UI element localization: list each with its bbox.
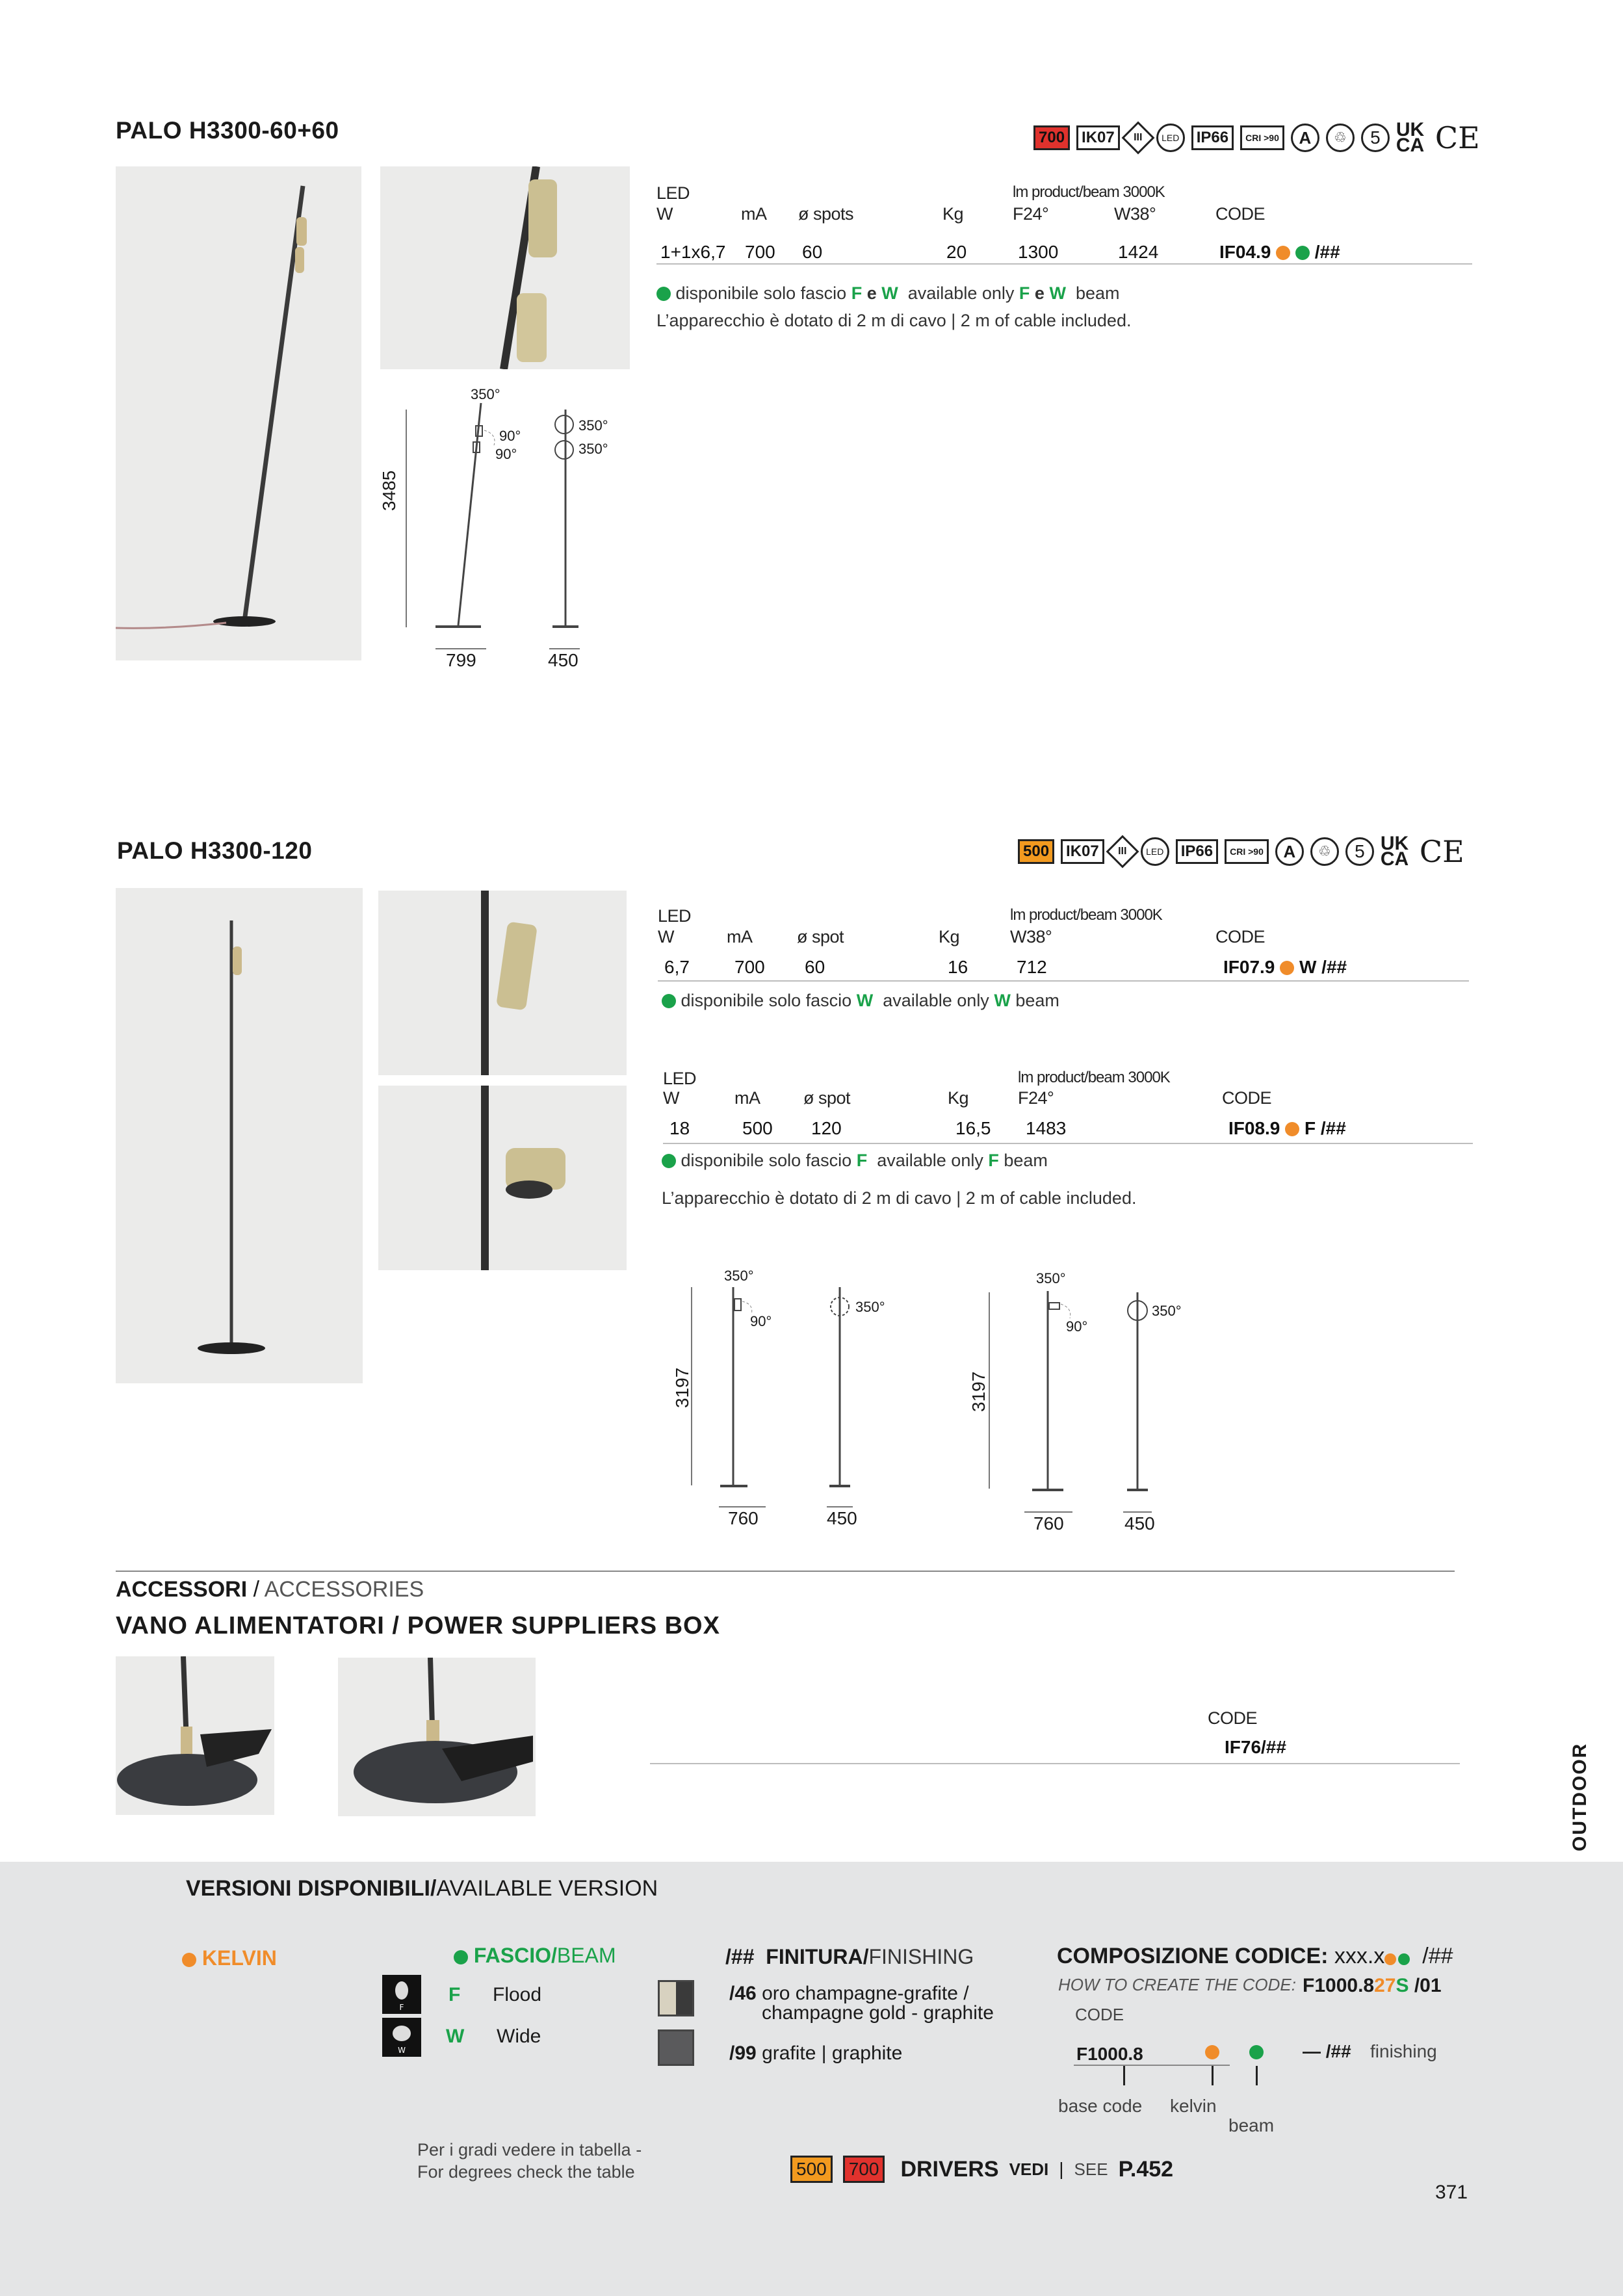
product-photo-spot-60 [378,891,627,1075]
table-rule [658,980,1469,982]
pointer-line [1123,2066,1125,2085]
table-rule [656,263,1472,265]
finish-item: /46 oro champagne-grafite / champagne gold - graphite [729,1983,994,2024]
beam-note: disponibile solo fascio W available only W beam [662,991,1059,1011]
col-code: CODE [1215,204,1266,224]
kelvin-dot-icon [1285,1122,1299,1136]
cell-kg: 20 [946,242,967,262]
table-rule [663,1143,1473,1144]
class-iii-icon: III [1121,122,1154,155]
product-photo-floor-lamp [116,166,361,660]
base-dimension: 450 [548,650,578,670]
height-dimension: 3197 [968,1371,989,1412]
base-dimension: 450 [827,1508,857,1528]
cell-f24: 1300 [1018,242,1059,262]
product-code: IF04.9 /## [1219,242,1340,262]
how-to-label: HOW TO CREATE THE CODE: [1058,1975,1296,1994]
no-cover-icon: A [1275,837,1304,866]
kelvin-item [198,2061,240,2087]
section2-certifications [1018,835,1464,868]
col-ma: mA [734,1088,760,1108]
ukca-icon: UK CA [1380,833,1409,870]
warranty-5-icon: 5 [1345,837,1374,866]
ik07-icon: IK07 [1061,839,1104,864]
angle-label: 90° [750,1313,772,1329]
col-led: LED [658,906,692,926]
kelvin-dot-icon [1384,1953,1396,1965]
outdoor-side-label: OUTDOOR [1569,1742,1591,1851]
col-f24: F24° [1013,204,1049,224]
pointer-line [1212,2066,1214,2085]
page-number: 371 [1435,2182,1468,2203]
section1-title: PALO H3300-60+60 [116,117,339,144]
cell-kg: 16 [948,957,968,977]
degrees-note: Per i gradi vedere in tabella - For degrees check the table [417,2140,642,2182]
accessories-rule [116,1571,1455,1572]
recycle-icon: ♲ [1310,837,1339,866]
kelvin-item [198,2009,240,2035]
class-iii-icon: III [1106,835,1139,868]
cell-ma: 700 [745,242,775,262]
col-w: W [663,1088,679,1108]
col-f24: F24° [1018,1088,1054,1108]
product-code: IF07.9 W /## [1223,957,1347,977]
col-lm: lm product/beam 3000K [1010,906,1162,924]
accessory-photo-2 [338,1658,536,1816]
recycle-icon: ♲ [1326,124,1355,152]
driver-500-badge: 500 [1018,839,1054,864]
angle-label: 350° [855,1299,885,1315]
cell-spot: 120 [811,1118,842,1138]
beam-label: beam [1228,2115,1275,2135]
driver-500-badge: 500 [790,2156,833,2183]
col-spot: ø spot [797,927,844,946]
example-code: F1000.827S /01 [1303,1975,1442,1996]
ce-icon: CE [1435,120,1480,155]
product-code: IF08.9 F /## [1228,1118,1346,1138]
cell-ma: 500 [742,1118,773,1138]
vedi-label: VEDI [1009,2159,1049,2179]
ip66-icon: IP66 [1176,839,1218,864]
page-reference: P.452 [1118,2156,1174,2182]
beam-letter: F [448,1984,461,2005]
base-dimension: 450 [1124,1513,1155,1533]
finish-swatch-graphite [658,2029,694,2066]
driver-700-badge: 700 [843,2156,885,2183]
kelvin-dot-icon [1205,2045,1219,2059]
code-rule [1074,2065,1230,2066]
kelvin-list [198,1983,240,2087]
angle-label: 350° [578,417,608,434]
accessory-photo-1 [116,1656,274,1815]
cell-kg: 16,5 [955,1118,991,1138]
driver-700-badge: 700 [1033,125,1070,150]
section2-title: PALO H3300-120 [117,837,313,864]
beam-dot-icon [1249,2045,1264,2059]
beam-dot-icon [454,1950,468,1964]
col-w38: W38° [1010,927,1052,946]
kelvin-label: kelvin [1170,2096,1217,2116]
product-photo-spots-detail [380,166,630,369]
col-code: CODE [1222,1088,1272,1108]
beam-dot-icon [1398,1953,1410,1965]
see-label: SEE [1074,2159,1108,2179]
cable-note: L’apparecchio è dotato di 2 m di cavo | 2 m of cable included. [662,1188,1137,1208]
angle-label: 90° [1066,1318,1088,1335]
col-w38: W38° [1114,204,1156,224]
versions-title: VERSIONI DISPONIBILI/AVAILABLE VERSION [186,1876,658,1901]
beam-letter: W [446,2026,465,2047]
cell-w: 6,7 [664,957,690,977]
ce-icon: CE [1419,834,1464,869]
col-w: W [658,927,674,946]
table-rule [650,1763,1460,1764]
finish-item: /99 grafite | graphite [729,2042,903,2064]
cell-w38: 1424 [1118,242,1159,262]
beam-dot-icon [662,994,676,1008]
beam-title: FASCIO/BEAM [454,1944,616,1968]
cell-w: 18 [669,1118,690,1138]
height-dimension: 3485 [379,470,399,511]
warranty-5-icon: 5 [1361,124,1390,152]
cell-spot: 60 [805,957,825,977]
base-dimension: 799 [446,650,476,670]
accessories-label: ACCESSORI / ACCESSORIES [116,1577,424,1602]
angle-label: 350° [724,1268,754,1284]
beam-name: Wide [497,2026,541,2047]
drivers-label: DRIVERS [900,2156,999,2182]
col-lm: lm product/beam 3000K [1013,183,1165,201]
col-kg: Kg [948,1088,969,1108]
angle-label: 350° [1152,1303,1182,1319]
drivers-reference: 500 700 DRIVERS VEDI | SEE P.452 [790,2156,1173,2183]
col-kg: Kg [939,927,960,946]
no-cover-icon: A [1291,124,1319,152]
finishing-title: /## FINITURA/FINISHING [725,1945,974,1968]
col-lm: lm product/beam 3000K [1018,1069,1170,1086]
beam-dot-icon [656,287,671,301]
height-dimension: 3197 [672,1367,692,1408]
kelvin-dot-icon [182,1953,196,1967]
beam-dot-icon [1295,246,1310,260]
cell-ma: 700 [734,957,765,977]
kelvin-title: KELVIN [182,1946,277,1970]
code-composition-title: COMPOSIZIONE CODICE: xxx.x /## [1057,1944,1453,1968]
kelvin-item [198,1983,240,2009]
wide-beam-icon [382,2018,421,2057]
led-icon: LED [1141,837,1169,866]
base-code-label: base code [1058,2096,1143,2116]
flood-beam-icon [382,1975,421,2014]
base-dimension: 760 [728,1508,759,1528]
col-kg: Kg [942,204,964,224]
cell-lm: 1483 [1026,1118,1067,1138]
kelvin-dot-icon [1280,961,1294,975]
col-code: CODE [1208,1708,1258,1728]
cri-icon: CRI >90 [1225,839,1269,864]
col-led: LED [663,1069,697,1088]
col-spot: ø spot [803,1088,851,1108]
cable-note: L’apparecchio è dotato di 2 m di cavo | 2 m of cable included. [656,311,1132,330]
col-ma: mA [727,927,753,946]
kelvin-dot-icon [1276,246,1290,260]
cell-spots: 60 [802,242,823,262]
section1-certifications [1033,121,1480,155]
beam-name: Flood [493,1984,542,2005]
cell-w: 1+1x6,7 [660,242,726,262]
cell-lm: 712 [1017,957,1047,977]
finish-swatch-champagne-graphite [658,1980,694,2016]
product-photo-floor-lamp-single [116,888,363,1383]
angle-label: 350° [471,386,500,402]
ik07-icon: IK07 [1076,125,1120,150]
product-photo-spot-120 [378,1086,627,1270]
cri-icon: CRI >90 [1240,125,1284,150]
beam-dot-icon [662,1154,676,1168]
accessory-code: IF76/## [1225,1737,1286,1757]
angle-label: 350° [578,441,608,457]
base-dimension: 760 [1033,1513,1064,1533]
col-w: W [656,204,673,224]
ukca-icon: UK CA [1396,119,1425,156]
angle-label: 350° [1036,1270,1066,1286]
col-code: CODE [1215,927,1266,946]
section2-dimension-drawing [650,1261,1209,1521]
available-versions-panel [0,1862,1623,2296]
svg-text:F: F [399,2003,404,2012]
col-ma: mA [741,204,767,224]
finishing-label: finishing [1370,2041,1437,2061]
beam-note: disponibile solo fascio F available only F beam [662,1151,1048,1171]
led-icon: LED [1156,124,1185,152]
col-spots: ø spots [798,204,854,224]
accessories-title: VANO ALIMENTATORI / POWER SUPPLIERS BOX [116,1612,720,1639]
angle-label: 90° [495,446,517,462]
code-label: CODE [1075,2005,1124,2024]
svg-text:W: W [398,2046,406,2055]
base-code-value: F1000.8 [1076,2044,1143,2064]
finishing-suffix: — /## [1303,2041,1351,2061]
ip66-icon: IP66 [1191,125,1234,150]
kelvin-item [198,2035,240,2061]
col-led: LED [656,183,690,203]
beam-note: disponibile solo fascio F e W available only F e W beam [656,283,1120,304]
angle-label: 90° [499,428,521,444]
pointer-line [1256,2066,1258,2085]
